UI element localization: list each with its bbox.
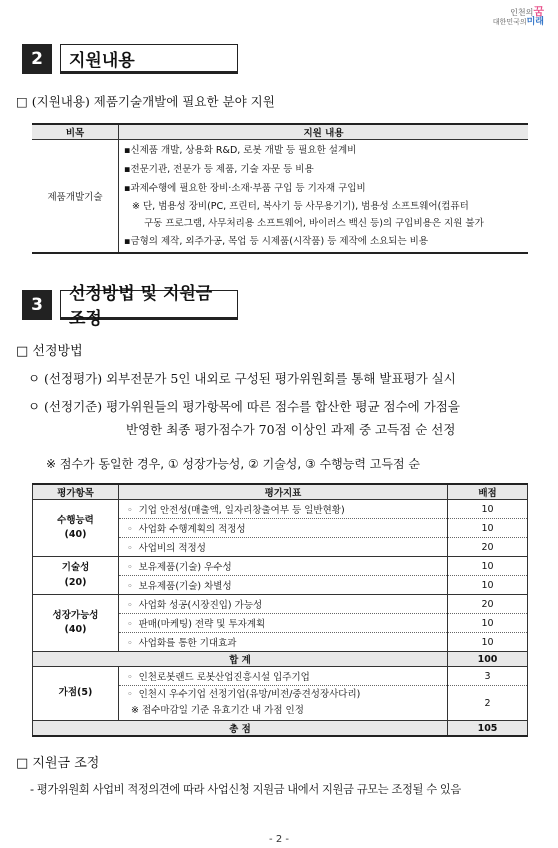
- bullet-icon: ◦: [127, 524, 133, 535]
- eval-score: 10: [448, 557, 528, 576]
- sum-score: 100: [448, 652, 528, 667]
- eval-category: [33, 500, 119, 557]
- eval-score: 10: [448, 519, 528, 538]
- bullet-icon: ◦: [127, 505, 133, 516]
- eval-score: 20: [448, 538, 528, 557]
- section-title: 선정방법 및 지원금 조정: [60, 290, 238, 320]
- total-score: 105: [448, 721, 528, 737]
- section-number: 3: [22, 290, 52, 320]
- adjust-text: - 평가위원회 사업비 적정의견에 따라 사업신청 지원금 내에서 지원금 규모는 조정될 수 있음: [30, 783, 461, 796]
- logo-accent: 꿈: [533, 5, 544, 18]
- section-3-header: [22, 284, 238, 329]
- eval-indicator: [119, 576, 448, 595]
- eval-indicator: [119, 614, 448, 633]
- eval-category: [33, 595, 119, 652]
- bullet-icon: ◦: [127, 600, 133, 611]
- evaluation-table: [32, 483, 528, 737]
- bonus-category: 가점(5): [33, 667, 119, 721]
- section-title: 지원내용: [60, 44, 238, 74]
- category-points: (20): [64, 576, 87, 588]
- support-intro: □ (지원내용) 제품기술개발에 필요한 분야 지원: [16, 94, 275, 109]
- eval-score: 2: [448, 686, 528, 721]
- bullet-icon: ◦: [127, 619, 133, 630]
- eval-indicator: [119, 633, 448, 652]
- total-label: 총 점: [33, 721, 448, 737]
- adjust-heading: □ 지원금 조정: [16, 756, 100, 771]
- indicator-text: 사업화 성공(시장진입) 가능성: [138, 600, 263, 611]
- indicator-text: 사업화를 통한 기대효과: [138, 638, 237, 649]
- support-note: 구동 프로그램, 사무처리용 소프트웨어, 바이러스 백신 등)의 구입비용은 지원 불가: [144, 218, 484, 229]
- category-name: 수행능력: [57, 514, 94, 526]
- selection-eval: ㅇ (선정평가) 외부전문가 5인 내외로 구성된 평가위원회를 통해 발표평가 실시: [28, 371, 456, 386]
- bullet-icon: ◦: [127, 562, 133, 573]
- bonus-note: ※ 접수마감일 기준 유효기간 내 가점 인정: [131, 705, 304, 716]
- eval-category: [33, 557, 119, 595]
- eval-score: 10: [448, 633, 528, 652]
- eval-indicator: [119, 667, 448, 686]
- eval-score: 10: [448, 500, 528, 519]
- bullet-icon: ◦: [127, 543, 133, 554]
- eval-score: 10: [448, 614, 528, 633]
- selection-heading: □ 선정방법: [16, 344, 83, 359]
- eval-indicator: [119, 538, 448, 557]
- eval-indicator: [119, 519, 448, 538]
- sum-label: 합 계: [33, 652, 448, 667]
- support-item: ▪과제수행에 필요한 장비·소재·부품 구입 등 기자재 구입비: [124, 183, 366, 194]
- section-number: 2: [22, 44, 52, 74]
- support-item: ▪신제품 개발, 상용화 R&D, 로봇 개발 등 필요한 설계비: [124, 145, 357, 156]
- support-note: ※ 단, 범용성 장비(PC, 프린터, 복사기 등 사무용기기), 범용성 소프트웨어(컴퓨터: [132, 201, 469, 212]
- page-number: - 2 -: [269, 834, 289, 845]
- eval-score: 10: [448, 576, 528, 595]
- eval-indicator: [119, 500, 448, 519]
- indicator-text: 보유제품(기술) 차별성: [138, 581, 232, 592]
- category-points: (40): [64, 624, 87, 635]
- header-indicator: 평가지표: [119, 484, 448, 500]
- selection-criteria-1: ㅇ (선정기준) 평가위원들의 평가항목에 따른 점수를 합산한 평균 점수에 가점을: [28, 399, 460, 414]
- logo-line2-prefix: 대한민국의: [492, 17, 527, 26]
- support-category: 제품개발기술: [32, 140, 119, 254]
- bullet-icon: ◦: [127, 581, 133, 592]
- indicator-text: 인천로봇랜드 로봇산업진흥시설 입주기업: [138, 672, 310, 683]
- category-name: 기술성: [61, 562, 90, 574]
- logo-prefix: 인천의: [510, 8, 534, 17]
- logo-line2-accent: 미래: [526, 16, 544, 27]
- logo: [493, 6, 544, 27]
- eval-indicator: [119, 557, 448, 576]
- indicator-text: 인천시 우수기업 선정기업(유망/비전/중견성장사다리): [138, 689, 361, 700]
- header-content: 지원 내용: [119, 124, 529, 140]
- category-points: (40): [64, 529, 87, 540]
- indicator-text: 사업비의 적정성: [138, 543, 206, 554]
- eval-indicator: [119, 686, 448, 721]
- selection-criteria-2: 반영한 최종 평가점수가 70점 이상인 과제 중 고득점 순 선정: [126, 422, 456, 437]
- header-score: 배점: [448, 484, 528, 500]
- tie-note: ※ 점수가 동일한 경우, ① 성장가능성, ② 기술성, ③ 수행능력 고득점 순: [46, 457, 420, 471]
- eval-score: 3: [448, 667, 528, 686]
- category-name: 성장가능성: [52, 609, 99, 621]
- indicator-text: 사업화 수행계획의 적정성: [138, 524, 246, 535]
- bullet-icon: ◦: [127, 672, 133, 683]
- indicator-text: 보유제품(기술) 우수성: [138, 562, 232, 573]
- support-item: ▪전문기관, 전문가 등 제품, 기술 자문 등 비용: [124, 164, 314, 175]
- eval-indicator: [119, 595, 448, 614]
- indicator-text: 기업 안전성(매출액, 일자리창출여부 등 일반현황): [138, 505, 345, 516]
- bullet-icon: ◦: [127, 689, 133, 700]
- header-category: 비목: [32, 124, 119, 140]
- indicator-text: 판매(마케팅) 전략 및 투자계획: [138, 619, 266, 630]
- support-table: [32, 123, 528, 254]
- section-2-header: [22, 44, 238, 74]
- bullet-icon: ◦: [127, 638, 133, 649]
- support-item: ▪금형의 제작, 외주가공, 목업 등 시제품(시작품) 등 제작에 소요되는 비용: [124, 236, 429, 247]
- support-content: [119, 140, 529, 254]
- eval-score: 20: [448, 595, 528, 614]
- header-item: 평가항목: [33, 484, 119, 500]
